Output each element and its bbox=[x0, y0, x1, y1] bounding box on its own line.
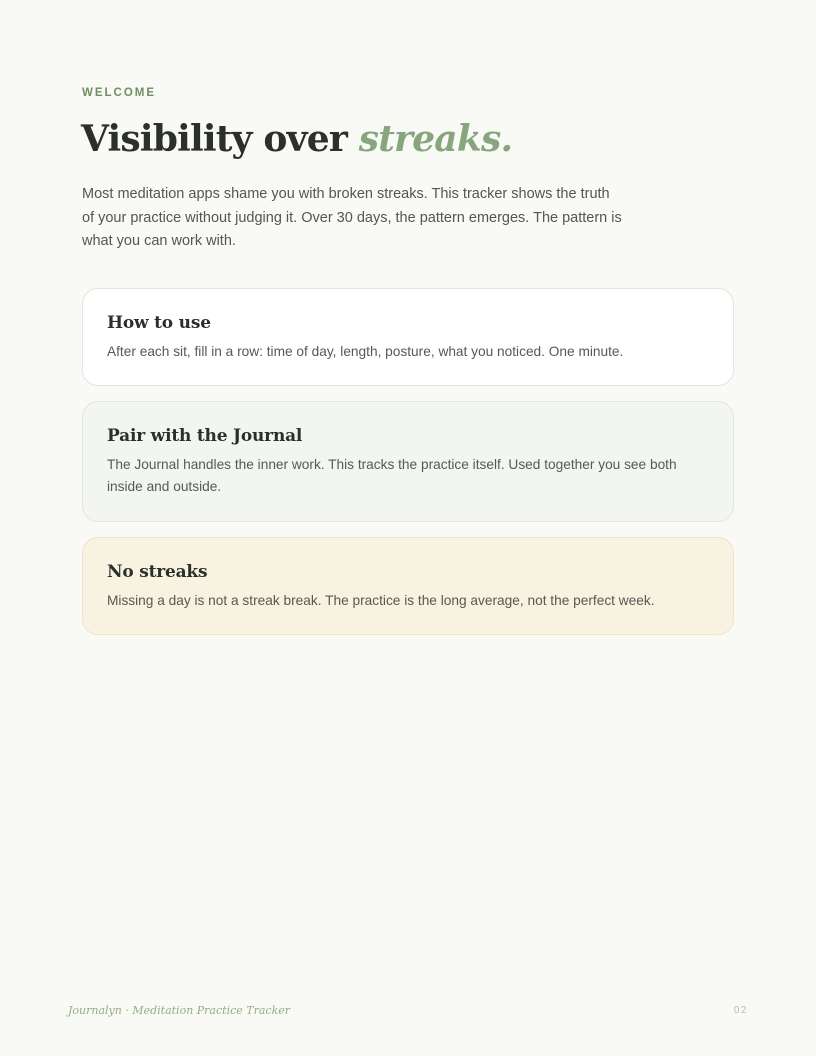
no-streaks-card-title: No streaks bbox=[107, 561, 208, 582]
footer-page-number: 02 bbox=[733, 1005, 748, 1016]
intro-paragraph: Most meditation apps shame you with broken streaks. This tracker shows the truth of your practice without judging it. Over 30 days, the pattern emerges. The pattern is what you can work with. bbox=[82, 186, 622, 249]
pair-with-journal-card-body: The Journal handles the inner work. This tracks the practice itself. Used together you see both inside and outside. bbox=[107, 456, 677, 494]
how-to-use-card bbox=[82, 288, 734, 386]
pair-with-journal-card-title: Pair with the Journal bbox=[107, 425, 303, 446]
no-streaks-card-body: Missing a day is not a streak break. The practice is the long average, not the perfect week. bbox=[107, 592, 655, 608]
page-title bbox=[81, 117, 734, 161]
page-content bbox=[82, 86, 734, 635]
how-to-use-card-body: After each sit, fill in a row: time of day, length, posture, what you noticed. One minute. bbox=[107, 343, 624, 359]
how-to-use-card-title: How to use bbox=[107, 312, 211, 333]
page-title-accent: streaks. bbox=[358, 118, 513, 160]
footer-brand: Journalyn · Meditation Practice Tracker bbox=[68, 1004, 291, 1017]
no-streaks-card bbox=[82, 537, 734, 635]
section-eyebrow: WELCOME bbox=[82, 87, 157, 99]
page-title-main: Visibility over bbox=[81, 118, 359, 160]
pair-with-journal-card bbox=[82, 401, 734, 522]
